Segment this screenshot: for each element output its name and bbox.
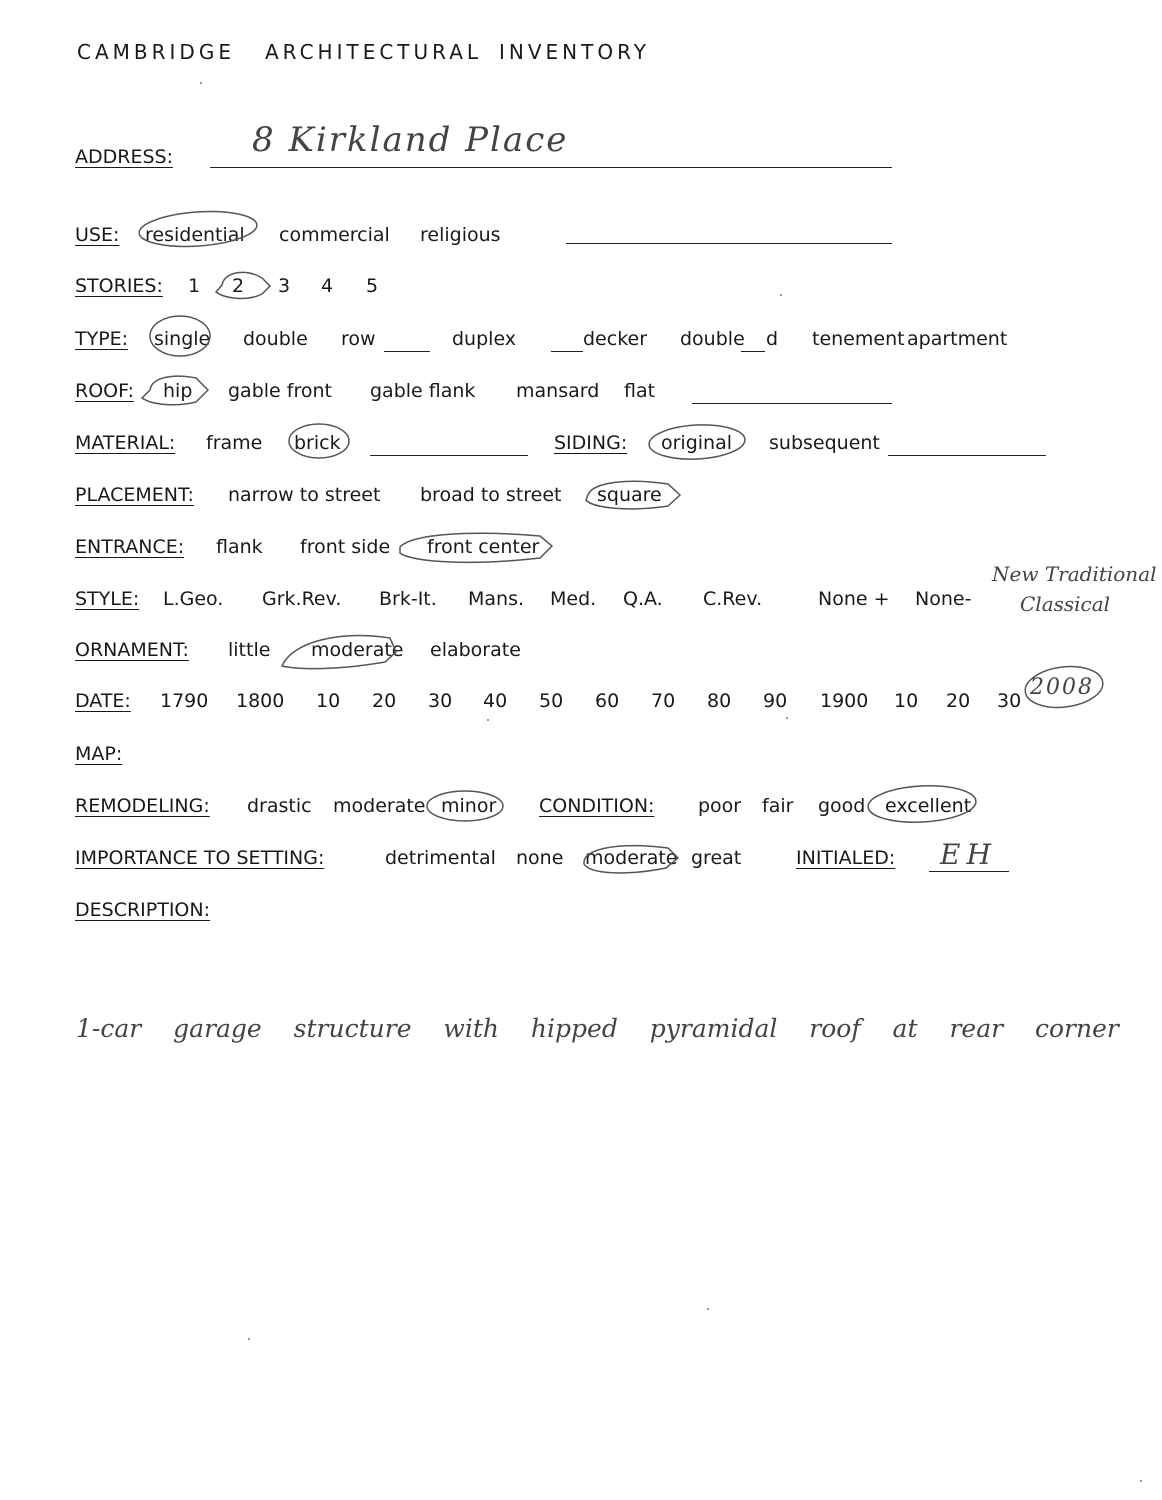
type-label: TYPE:: [75, 328, 129, 350]
header-inventory: INVENTORY: [499, 40, 650, 64]
stories-option-5[interactable]: 5: [366, 275, 379, 297]
style-option-qa[interactable]: Q.A.: [623, 588, 663, 610]
description-label: DESCRIPTION:: [75, 899, 211, 921]
scan-speck: [487, 719, 489, 721]
stories-option-2[interactable]: 2: [232, 275, 245, 297]
style-option-lgeo[interactable]: L.Geo.: [163, 588, 224, 610]
condition-option-poor[interactable]: poor: [698, 795, 742, 817]
remodeling-label: REMODELING:: [75, 795, 210, 817]
entrance-option-front-side[interactable]: front side: [300, 536, 391, 558]
scan-speck: [780, 294, 782, 296]
condition-option-good[interactable]: good: [818, 795, 866, 817]
roof-other-line[interactable]: [692, 403, 892, 404]
condition-option-excellent[interactable]: excellent: [885, 795, 972, 817]
type-option-duplex[interactable]: duplex: [452, 328, 517, 350]
style-option-mans[interactable]: Mans.: [468, 588, 525, 610]
type-decker-line[interactable]: [551, 351, 583, 352]
initialed-value: EH: [940, 838, 997, 871]
style-option-crev[interactable]: C.Rev.: [703, 588, 763, 610]
ornament-option-elaborate[interactable]: elaborate: [430, 639, 521, 661]
material-option-frame[interactable]: frame: [206, 432, 263, 454]
placement-label: PLACEMENT:: [75, 484, 194, 506]
date-option-60[interactable]: 60: [595, 690, 620, 712]
material-option-brick[interactable]: brick: [294, 432, 341, 454]
type-option-double-d[interactable]: double: [680, 328, 745, 350]
stories-option-3[interactable]: 3: [278, 275, 291, 297]
style-option-none-plus[interactable]: None +: [818, 588, 890, 610]
date-option-90[interactable]: 90: [763, 690, 788, 712]
scan-speck: [1140, 1480, 1142, 1482]
stories-option-1[interactable]: 1: [188, 275, 201, 297]
style-option-grkrev[interactable]: Grk.Rev.: [262, 588, 342, 610]
roof-option-mansard[interactable]: mansard: [516, 380, 600, 402]
material-label: MATERIAL:: [75, 432, 176, 454]
date-option-1930[interactable]: 30: [997, 690, 1022, 712]
roof-option-gable-flank[interactable]: gable flank: [370, 380, 476, 402]
date-option-20[interactable]: 20: [372, 690, 397, 712]
date-option-1800[interactable]: 1800: [236, 690, 285, 712]
type-option-single[interactable]: single: [154, 328, 211, 350]
placement-option-square[interactable]: square: [597, 484, 662, 506]
date-option-40[interactable]: 40: [483, 690, 508, 712]
roof-option-hip[interactable]: hip: [163, 380, 193, 402]
date-option-10[interactable]: 10: [316, 690, 341, 712]
date-option-1920[interactable]: 20: [946, 690, 971, 712]
date-written-value: 2008: [1030, 675, 1094, 700]
condition-label: CONDITION:: [539, 795, 655, 817]
initialed-label: INITIALED:: [796, 847, 896, 869]
date-option-80[interactable]: 80: [707, 690, 732, 712]
placement-option-broad[interactable]: broad to street: [420, 484, 562, 506]
remodeling-option-drastic[interactable]: drastic: [247, 795, 312, 817]
date-label: DATE:: [75, 690, 131, 712]
siding-other-line[interactable]: [888, 455, 1046, 456]
map-label: MAP:: [75, 743, 123, 765]
placement-option-narrow[interactable]: narrow to street: [228, 484, 381, 506]
stories-label: STORIES:: [75, 275, 163, 297]
date-option-1900[interactable]: 1900: [820, 690, 869, 712]
date-option-1790[interactable]: 1790: [160, 690, 209, 712]
scan-speck: [248, 1338, 250, 1340]
siding-label: SIDING:: [554, 432, 628, 454]
style-label: STYLE:: [75, 588, 140, 610]
use-option-religious[interactable]: religious: [420, 224, 501, 246]
importance-option-great[interactable]: great: [691, 847, 742, 869]
ornament-label: ORNAMENT:: [75, 639, 189, 661]
roof-option-gable-front[interactable]: gable front: [228, 380, 332, 402]
use-label: USE:: [75, 224, 120, 246]
importance-option-none[interactable]: none: [516, 847, 564, 869]
remodeling-option-moderate[interactable]: moderate: [333, 795, 426, 817]
scan-speck: [200, 82, 202, 84]
roof-label: ROOF:: [75, 380, 134, 402]
header-architectural: ARCHITECTURAL: [265, 40, 483, 64]
scan-speck: [786, 717, 788, 719]
address-line: [210, 167, 892, 168]
remodeling-option-minor[interactable]: minor: [441, 795, 497, 817]
initialed-line[interactable]: [929, 871, 1009, 872]
date-option-30[interactable]: 30: [428, 690, 453, 712]
condition-option-fair[interactable]: fair: [762, 795, 794, 817]
roof-option-flat[interactable]: flat: [624, 380, 656, 402]
address-label: ADDRESS:: [75, 146, 173, 168]
type-option-apartment[interactable]: apartment: [907, 328, 1008, 350]
style-note-line1: New Traditional: [992, 562, 1157, 586]
siding-option-subsequent[interactable]: subsequent: [769, 432, 880, 454]
date-option-70[interactable]: 70: [651, 690, 676, 712]
importance-label: IMPORTANCE TO SETTING:: [75, 847, 325, 869]
type-double-d-line[interactable]: [741, 351, 765, 352]
entrance-option-front-center[interactable]: front center: [427, 536, 540, 558]
use-option-commercial[interactable]: commercial: [279, 224, 390, 246]
material-other-line[interactable]: [370, 455, 528, 456]
style-option-none-minus[interactable]: None-: [915, 588, 972, 610]
ornament-option-moderate[interactable]: moderate: [311, 639, 404, 661]
scan-speck: [707, 1308, 709, 1310]
type-option-decker[interactable]: decker: [583, 328, 648, 350]
header-cambridge: CAMBRIDGE: [77, 40, 235, 64]
use-other-line[interactable]: [566, 243, 892, 244]
entrance-label: ENTRANCE:: [75, 536, 185, 558]
type-row-line[interactable]: [384, 351, 430, 352]
style-option-med[interactable]: Med.: [550, 588, 597, 610]
ornament-option-little[interactable]: little: [228, 639, 271, 661]
type-option-tenement[interactable]: tenement: [812, 328, 905, 350]
date-option-1910[interactable]: 10: [894, 690, 919, 712]
importance-option-moderate[interactable]: moderate: [585, 847, 678, 869]
siding-option-original[interactable]: original: [661, 432, 733, 454]
stories-option-4[interactable]: 4: [321, 275, 334, 297]
address-value[interactable]: 8 Kirkland Place: [252, 120, 569, 160]
use-option-residential[interactable]: residential: [145, 224, 245, 246]
style-option-brkit[interactable]: Brk-It.: [379, 588, 437, 610]
type-option-row[interactable]: row: [341, 328, 376, 350]
style-note-line2: Classical: [1020, 592, 1111, 616]
importance-option-detrimental[interactable]: detrimental: [385, 847, 496, 869]
date-option-50[interactable]: 50: [539, 690, 564, 712]
description-text: 1-car garage structure with hipped pyramidal roof at rear corner: [76, 1014, 1119, 1043]
type-option-double[interactable]: double: [243, 328, 308, 350]
entrance-option-flank[interactable]: flank: [216, 536, 263, 558]
type-option-d[interactable]: d: [766, 328, 779, 350]
